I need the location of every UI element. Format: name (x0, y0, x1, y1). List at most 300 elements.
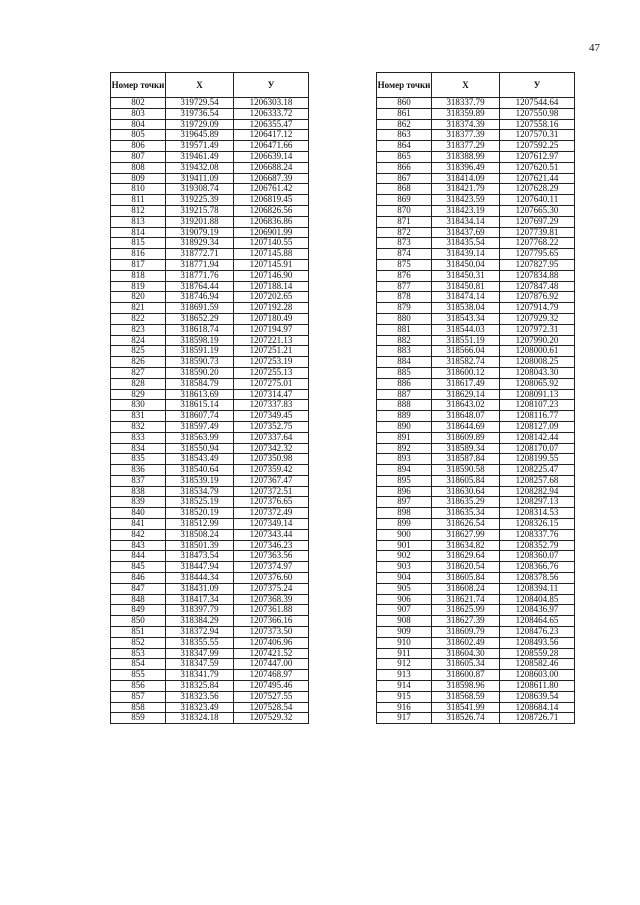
cell-point-number: 831 (111, 411, 166, 422)
cell-x: 318435.54 (432, 238, 500, 249)
cell-point-number: 899 (377, 519, 432, 530)
table-row (111, 162, 309, 173)
cell-y: 1207495.46 (234, 681, 309, 692)
cell-point-number: 838 (111, 486, 166, 497)
cell-point-number: 846 (111, 573, 166, 584)
cell-x: 318627.39 (432, 616, 500, 627)
table-row (377, 594, 575, 605)
cell-x: 318582.74 (432, 357, 500, 368)
cell-y: 1208107.23 (500, 400, 575, 411)
cell-y: 1208314.53 (500, 508, 575, 519)
cell-y: 1207314.47 (234, 389, 309, 400)
table-row (111, 216, 309, 227)
cell-x: 318626.54 (432, 519, 500, 530)
table-row (111, 292, 309, 303)
cell-y: 1208476.23 (500, 627, 575, 638)
cell-y: 1207558.16 (500, 119, 575, 130)
table-row (377, 357, 575, 368)
table-row (111, 227, 309, 238)
table-row (111, 508, 309, 519)
cell-y: 1207363.56 (234, 551, 309, 562)
cell-y: 1206333.72 (234, 108, 309, 119)
cell-y: 1207914.79 (500, 303, 575, 314)
cell-point-number: 907 (377, 605, 432, 616)
cell-x: 318450.31 (432, 270, 500, 281)
cell-x: 318347.59 (166, 659, 234, 670)
cell-y: 1207192.28 (234, 303, 309, 314)
cell-point-number: 827 (111, 367, 166, 378)
cell-x: 318591.19 (166, 346, 234, 357)
cell-point-number: 871 (377, 216, 432, 227)
cell-x: 318620.54 (432, 562, 500, 573)
cell-y: 1207620.51 (500, 162, 575, 173)
table-row (377, 259, 575, 270)
cell-point-number: 832 (111, 421, 166, 432)
cell-point-number: 812 (111, 205, 166, 216)
table-row (377, 713, 575, 724)
cell-y: 1207140.55 (234, 238, 309, 249)
table-row (111, 551, 309, 562)
cell-point-number: 847 (111, 583, 166, 594)
cell-x: 318525.19 (166, 497, 234, 508)
cell-point-number: 910 (377, 637, 432, 648)
table-row (111, 205, 309, 216)
cell-y: 1207375.24 (234, 583, 309, 594)
cell-y: 1208404.85 (500, 594, 575, 605)
cell-x: 318444.34 (166, 573, 234, 584)
table-row (111, 238, 309, 249)
cell-point-number: 828 (111, 378, 166, 389)
cell-x: 318397.79 (166, 605, 234, 616)
cell-point-number: 913 (377, 670, 432, 681)
cell-y: 1208091.13 (500, 389, 575, 400)
cell-y: 1207570.31 (500, 130, 575, 141)
cell-y: 1207343.44 (234, 529, 309, 540)
table-row (111, 616, 309, 627)
cell-x: 318437.69 (432, 227, 500, 238)
cell-point-number: 902 (377, 551, 432, 562)
cell-point-number: 867 (377, 173, 432, 184)
table-row (377, 573, 575, 584)
table-row (111, 173, 309, 184)
cell-y: 1207368.39 (234, 594, 309, 605)
cell-y: 1208464.65 (500, 616, 575, 627)
table-row (377, 659, 575, 670)
cell-x: 318625.99 (432, 605, 500, 616)
cell-x: 318447.94 (166, 562, 234, 573)
cell-point-number: 818 (111, 270, 166, 281)
cell-x: 319079.19 (166, 227, 234, 238)
table-row (377, 443, 575, 454)
cell-y: 1206901.99 (234, 227, 309, 238)
cell-point-number: 842 (111, 529, 166, 540)
table-row (377, 173, 575, 184)
cell-y: 1206355.47 (234, 119, 309, 130)
cell-point-number: 869 (377, 195, 432, 206)
cell-point-number: 809 (111, 173, 166, 184)
cell-x: 318597.49 (166, 421, 234, 432)
table-row (377, 270, 575, 281)
cell-point-number: 807 (111, 151, 166, 162)
cell-y: 1207359.42 (234, 465, 309, 476)
cell-x: 318590.20 (166, 367, 234, 378)
cell-point-number: 819 (111, 281, 166, 292)
cell-point-number: 814 (111, 227, 166, 238)
table-row (377, 551, 575, 562)
cell-x: 318602.49 (432, 637, 500, 648)
table-row (377, 637, 575, 648)
cell-x: 318508.24 (166, 529, 234, 540)
cell-y: 1208116.77 (500, 411, 575, 422)
cell-point-number: 905 (377, 583, 432, 594)
cell-point-number: 803 (111, 108, 166, 119)
cell-point-number: 815 (111, 238, 166, 249)
cell-y: 1208000.61 (500, 346, 575, 357)
cell-x: 318630.64 (432, 486, 500, 497)
cell-x: 318600.87 (432, 670, 500, 681)
table-row (377, 141, 575, 152)
table-row (111, 259, 309, 270)
cell-x: 318566.04 (432, 346, 500, 357)
cell-y: 1207592.25 (500, 141, 575, 152)
cell-y: 1208559.28 (500, 648, 575, 659)
cell-y: 1207367.47 (234, 475, 309, 486)
cell-x: 319432.08 (166, 162, 234, 173)
cell-x: 318627.99 (432, 529, 500, 540)
header-point-number: Номер точки (377, 73, 432, 98)
table-row (377, 529, 575, 540)
cell-point-number: 898 (377, 508, 432, 519)
cell-point-number: 859 (111, 713, 166, 724)
cell-point-number: 891 (377, 432, 432, 443)
cell-x: 318434.14 (432, 216, 500, 227)
table-row (377, 691, 575, 702)
table-row (377, 151, 575, 162)
cell-point-number: 886 (377, 378, 432, 389)
cell-x: 318584.79 (166, 378, 234, 389)
table-row (377, 346, 575, 357)
cell-point-number: 826 (111, 357, 166, 368)
table-row (377, 616, 575, 627)
cell-x: 318604.30 (432, 648, 500, 659)
cell-point-number: 911 (377, 648, 432, 659)
cell-point-number: 835 (111, 454, 166, 465)
table-row (111, 184, 309, 195)
cell-y: 1207180.49 (234, 313, 309, 324)
table-row (377, 648, 575, 659)
cell-x: 318607.74 (166, 411, 234, 422)
table-row (377, 195, 575, 206)
cell-x: 318618.74 (166, 324, 234, 335)
cell-point-number: 866 (377, 162, 432, 173)
table-row (377, 465, 575, 476)
cell-point-number: 822 (111, 313, 166, 324)
cell-y: 1207202.65 (234, 292, 309, 303)
table-row (377, 130, 575, 141)
table-row (377, 670, 575, 681)
table-row (111, 605, 309, 616)
cell-x: 318598.96 (432, 681, 500, 692)
cell-y: 1207528.54 (234, 702, 309, 713)
table-row (111, 346, 309, 357)
cell-point-number: 861 (377, 108, 432, 119)
cell-y: 1208684.14 (500, 702, 575, 713)
table-row (111, 562, 309, 573)
cell-y: 1207768.22 (500, 238, 575, 249)
cell-point-number: 805 (111, 130, 166, 141)
cell-point-number: 821 (111, 303, 166, 314)
table-row (377, 292, 575, 303)
cell-point-number: 884 (377, 357, 432, 368)
cell-point-number: 810 (111, 184, 166, 195)
cell-y: 1208337.76 (500, 529, 575, 540)
cell-y: 1207628.29 (500, 184, 575, 195)
cell-point-number: 856 (111, 681, 166, 692)
cell-x: 318543.34 (432, 313, 500, 324)
cell-point-number: 837 (111, 475, 166, 486)
cell-point-number: 820 (111, 292, 166, 303)
table-row (111, 378, 309, 389)
cell-y: 1207361.88 (234, 605, 309, 616)
table-row (377, 162, 575, 173)
cell-y: 1208170.07 (500, 443, 575, 454)
cell-x: 318605.84 (432, 475, 500, 486)
table-row (111, 141, 309, 152)
cell-y: 1207372.49 (234, 508, 309, 519)
table-row (111, 486, 309, 497)
cell-point-number: 914 (377, 681, 432, 692)
cell-y: 1207544.64 (500, 98, 575, 109)
cell-y: 1207376.60 (234, 573, 309, 584)
table-row (377, 249, 575, 260)
cell-point-number: 890 (377, 421, 432, 432)
table-row (377, 411, 575, 422)
cell-point-number: 894 (377, 465, 432, 476)
cell-x: 318590.58 (432, 465, 500, 476)
cell-point-number: 841 (111, 519, 166, 530)
cell-point-number: 854 (111, 659, 166, 670)
cell-point-number: 865 (377, 151, 432, 162)
cell-point-number: 850 (111, 616, 166, 627)
coordinates-table-right (376, 72, 575, 724)
cell-x: 318423.59 (432, 195, 500, 206)
cell-y: 1207739.81 (500, 227, 575, 238)
cell-y: 1207337.83 (234, 400, 309, 411)
cell-point-number: 908 (377, 616, 432, 627)
cell-y: 1207665.30 (500, 205, 575, 216)
table-row (111, 465, 309, 476)
cell-x: 318372.94 (166, 627, 234, 638)
cell-point-number: 903 (377, 562, 432, 573)
cell-point-number: 864 (377, 141, 432, 152)
cell-y: 1208043.30 (500, 367, 575, 378)
cell-point-number: 897 (377, 497, 432, 508)
cell-y: 1207827.95 (500, 259, 575, 270)
cell-x: 318359.89 (432, 108, 500, 119)
cell-point-number: 893 (377, 454, 432, 465)
table-row (111, 324, 309, 335)
cell-point-number: 824 (111, 335, 166, 346)
cell-x: 318355.55 (166, 637, 234, 648)
table-row (377, 627, 575, 638)
cell-y: 1207527.55 (234, 691, 309, 702)
cell-x: 319729.54 (166, 98, 234, 109)
cell-point-number: 904 (377, 573, 432, 584)
table-row (377, 605, 575, 616)
table-row (111, 648, 309, 659)
cell-x: 319645.89 (166, 130, 234, 141)
cell-x: 318764.44 (166, 281, 234, 292)
table-row (111, 119, 309, 130)
cell-point-number: 874 (377, 249, 432, 260)
cell-point-number: 817 (111, 259, 166, 270)
cell-x: 318324.18 (166, 713, 234, 724)
cell-point-number: 829 (111, 389, 166, 400)
cell-x: 318929.34 (166, 238, 234, 249)
cell-point-number: 877 (377, 281, 432, 292)
cell-x: 318635.34 (432, 508, 500, 519)
table-row (111, 400, 309, 411)
cell-point-number: 875 (377, 259, 432, 270)
cell-y: 1207929.32 (500, 313, 575, 324)
cell-point-number: 840 (111, 508, 166, 519)
cell-y: 1208378.56 (500, 573, 575, 584)
cell-x: 318635.29 (432, 497, 500, 508)
table-row (111, 670, 309, 681)
cell-x: 318629.64 (432, 551, 500, 562)
table-row (111, 637, 309, 648)
cell-point-number: 862 (377, 119, 432, 130)
table-row (111, 659, 309, 670)
cell-y: 1206836.86 (234, 216, 309, 227)
table-row (111, 627, 309, 638)
table-row (111, 519, 309, 530)
table-row (111, 313, 309, 324)
table-row (111, 357, 309, 368)
cell-x: 318541.99 (432, 702, 500, 713)
cell-y: 1207612.97 (500, 151, 575, 162)
cell-x: 318621.74 (432, 594, 500, 605)
cell-point-number: 880 (377, 313, 432, 324)
cell-x: 318539.19 (166, 475, 234, 486)
cell-x: 319308.74 (166, 184, 234, 195)
cell-y: 1207621.44 (500, 173, 575, 184)
cell-y: 1207337.64 (234, 432, 309, 443)
cell-y: 1207550.98 (500, 108, 575, 119)
cell-y: 1208257.68 (500, 475, 575, 486)
cell-y: 1207374.97 (234, 562, 309, 573)
cell-y: 1207346.23 (234, 540, 309, 551)
table-row (377, 303, 575, 314)
cell-x: 318598.19 (166, 335, 234, 346)
cell-y: 1207847.48 (500, 281, 575, 292)
cell-x: 319215.78 (166, 205, 234, 216)
table-row (377, 497, 575, 508)
cell-y: 1206688.24 (234, 162, 309, 173)
cell-y: 1207251.21 (234, 346, 309, 357)
cell-x: 318600.12 (432, 367, 500, 378)
cell-point-number: 882 (377, 335, 432, 346)
cell-x: 318534.79 (166, 486, 234, 497)
cell-x: 318608.24 (432, 583, 500, 594)
table-row (111, 475, 309, 486)
table-row (377, 335, 575, 346)
cell-y: 1207372.51 (234, 486, 309, 497)
cell-point-number: 839 (111, 497, 166, 508)
cell-point-number: 816 (111, 249, 166, 260)
cell-point-number: 885 (377, 367, 432, 378)
cell-x: 318414.09 (432, 173, 500, 184)
cell-y: 1207349.45 (234, 411, 309, 422)
table-row (111, 151, 309, 162)
cell-y: 1207834.88 (500, 270, 575, 281)
cell-point-number: 802 (111, 98, 166, 109)
table-row (377, 378, 575, 389)
cell-y: 1207349.14 (234, 519, 309, 530)
cell-point-number: 915 (377, 691, 432, 702)
table-row (377, 184, 575, 195)
cell-y: 1208326.15 (500, 519, 575, 530)
cell-y: 1208127.09 (500, 421, 575, 432)
cell-point-number: 813 (111, 216, 166, 227)
cell-x: 318771.94 (166, 259, 234, 270)
cell-x: 318388.99 (432, 151, 500, 162)
cell-y: 1207352.75 (234, 421, 309, 432)
cell-x: 318473.54 (166, 551, 234, 562)
table-row (111, 130, 309, 141)
cell-y: 1207529.32 (234, 713, 309, 724)
cell-point-number: 895 (377, 475, 432, 486)
table-row (111, 421, 309, 432)
table-row (111, 367, 309, 378)
cell-y: 1208436.97 (500, 605, 575, 616)
table-row (377, 400, 575, 411)
table-row (111, 583, 309, 594)
header-y: У (234, 73, 309, 98)
coordinates-table-left (110, 72, 309, 724)
cell-y: 1207990.20 (500, 335, 575, 346)
cell-y: 1206639.14 (234, 151, 309, 162)
cell-y: 1207145.91 (234, 259, 309, 270)
cell-y: 1207221.13 (234, 335, 309, 346)
cell-y: 1207373.50 (234, 627, 309, 638)
cell-point-number: 836 (111, 465, 166, 476)
cell-point-number: 853 (111, 648, 166, 659)
table-row (377, 583, 575, 594)
cell-point-number: 868 (377, 184, 432, 195)
table-row (111, 702, 309, 713)
table-row (377, 519, 575, 530)
cell-x: 318563.99 (166, 432, 234, 443)
table-row (377, 421, 575, 432)
cell-point-number: 888 (377, 400, 432, 411)
cell-x: 318643.02 (432, 400, 500, 411)
cell-y: 1208008.25 (500, 357, 575, 368)
header-x: X (166, 73, 234, 98)
table-row (377, 324, 575, 335)
table-row (111, 497, 309, 508)
cell-y: 1207972.31 (500, 324, 575, 335)
header-point-number: Номер точки (111, 73, 166, 98)
cell-y: 1207421.52 (234, 648, 309, 659)
cell-point-number: 845 (111, 562, 166, 573)
table-row (377, 119, 575, 130)
cell-y: 1208297.13 (500, 497, 575, 508)
cell-x: 318540.64 (166, 465, 234, 476)
cell-x: 318501.39 (166, 540, 234, 551)
cell-x: 318431.09 (166, 583, 234, 594)
cell-x: 318377.39 (432, 130, 500, 141)
